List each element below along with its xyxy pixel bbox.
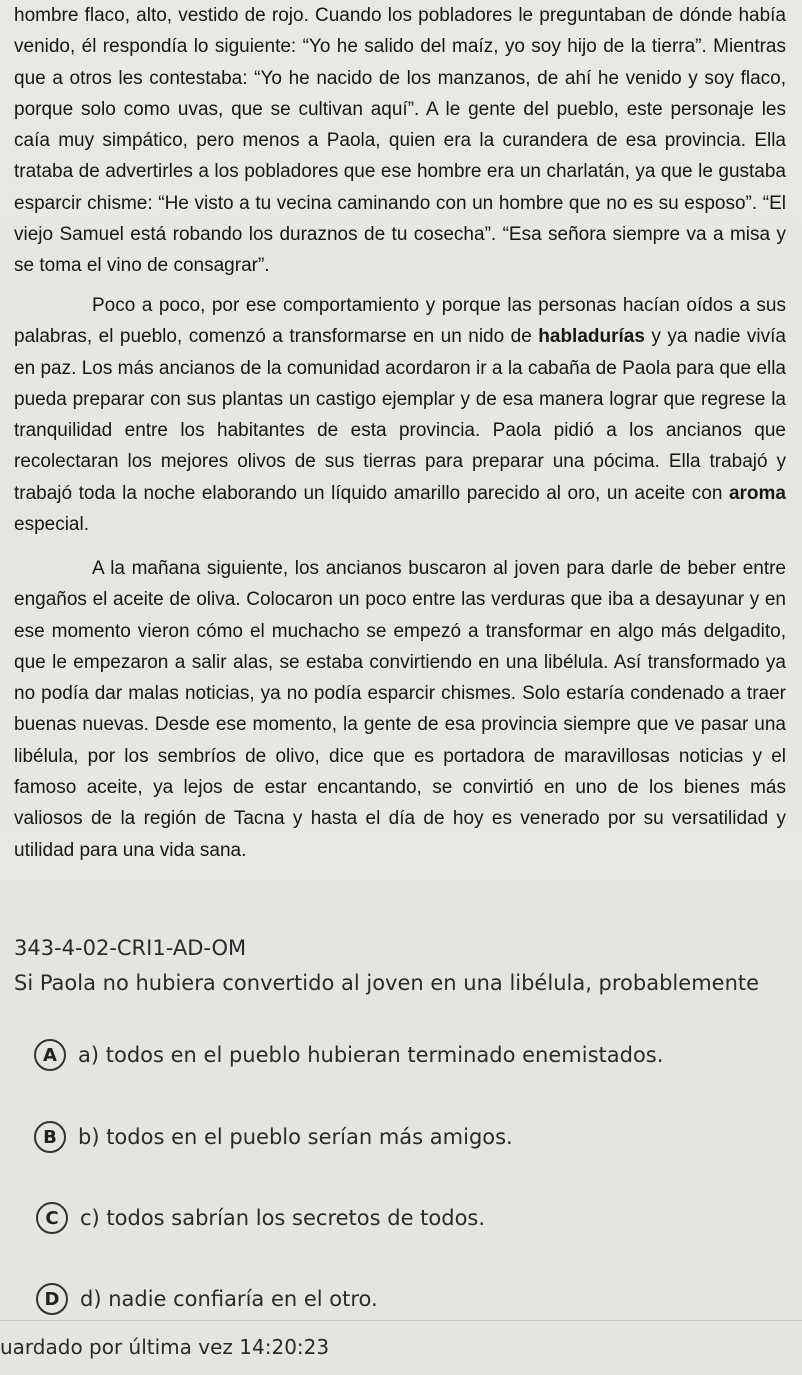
passage-paragraph-2-start: Poco a poco, por ese comportamiento y porque las personas hacían oídos a sus palabras, el pueblo, comenzó a transformarse en un nido de bbox=[14, 295, 786, 348]
question-prompt: Si Paola no hubiera convertido al joven en una libélula, probablemente bbox=[14, 971, 760, 995]
option-d[interactable] bbox=[36, 1279, 378, 1319]
footer-divider bbox=[0, 1320, 802, 1321]
option-c[interactable] bbox=[36, 1198, 485, 1238]
bold-word-aroma: aroma bbox=[728, 482, 786, 504]
option-d-label[interactable]: d) nadie confiaría en el otro. bbox=[80, 1287, 378, 1311]
option-c-label[interactable]: c) todos sabrían los secretos de todos. bbox=[80, 1206, 486, 1230]
passage-paragraph-3: A la mañana siguiente, los ancianos buscaron al joven para darle de beber entre engaños el aceite de oliva. Colocaron un poco entre las verduras que iba a desayunar y en ese momento vieron cómo el muchacho se empezó a transformar en algo más delgadito, que le empezaron a salir alas, se estaba convirtiendo en una libélula. Así transformado ya no podía dar malas noticias, ya no podía esparcir chismes. Solo estaría condenado a traer buenas nuevas. Desde ese momento, la gente de esa provincia siempre que ve pasar una libélula, por los sembríos de olivo, dice que es portadora de maravillosas noticias y el famoso aceite, ya lejos de estar encantando, se convirtió en uno de los bienes más valiosos de la región de Tacna y hasta el día de hoy es venerado por su versatilidad y utilidad para una vida sana. bbox=[14, 558, 786, 861]
passage-paragraph-2-middle: y ya nadie vivía en paz. Los más ancianos de la comunidad acordaron ir a la cabaña de Paola para que ella pueda preparar con sus plantas un castigo ejemplar y de esa manera lograr que regrese la tranquilidad entre los habitantes de esta provincia. Paola pidió a los ancianos que recolectaran los mejores olivos de sus tierras para preparar una pócima. Ella trabajó y trabajó toda la noche elaborando un líquido amarillo parecido al oro, un aceite con bbox=[14, 326, 786, 504]
passage-paragraph-2 bbox=[14, 290, 786, 540]
option-a-radio[interactable]: A bbox=[34, 1039, 66, 1071]
option-a[interactable] bbox=[34, 1035, 663, 1075]
option-b-label[interactable]: b) todos en el pueblo serían más amigos. bbox=[78, 1125, 513, 1149]
passage-paragraph-1: hombre flaco, alto, vestido de rojo. Cuando los pobladores le preguntaban de dónde había venido, él respondía lo siguiente: “Yo he salido del maíz, yo soy hijo de la tierra”. Mientras que a otros les contestaba: “Yo he nacido de los manzanos, de ahí he venido y soy flaco, porque solo como uvas, que se cultivan aquí”. A le gente del pueblo, este personaje les caía muy simpático, pero menos a Paola, quien era la curandera de esa provincia. Ella trataba de advertirles a los pobladores que ese hombre era un charlatán, ya que le gustaba esparcir chisme: “He visto a tu vecina caminando con un hombre que no es su esposo”. “El viejo Samuel está robando los duraznos de tu cosecha”. “Esa señora siempre va a misa y se toma el vino de consagrar”. bbox=[14, 5, 786, 277]
option-d-radio[interactable]: D bbox=[36, 1283, 68, 1315]
option-b-radio[interactable]: B bbox=[34, 1121, 66, 1153]
bold-word-habladurias: habladurías bbox=[538, 326, 645, 348]
last-saved-status: uardado por última vez 14:20:23 bbox=[0, 1335, 330, 1359]
option-c-radio[interactable]: C bbox=[36, 1202, 68, 1234]
option-b[interactable] bbox=[34, 1117, 513, 1157]
question-code: 343-4-02-CRI1-AD-OM bbox=[14, 936, 247, 960]
option-a-label[interactable]: a) todos en el pueblo hubieran terminado enemistados. bbox=[78, 1043, 664, 1067]
passage-paragraph-2-end: especial. bbox=[14, 514, 89, 536]
